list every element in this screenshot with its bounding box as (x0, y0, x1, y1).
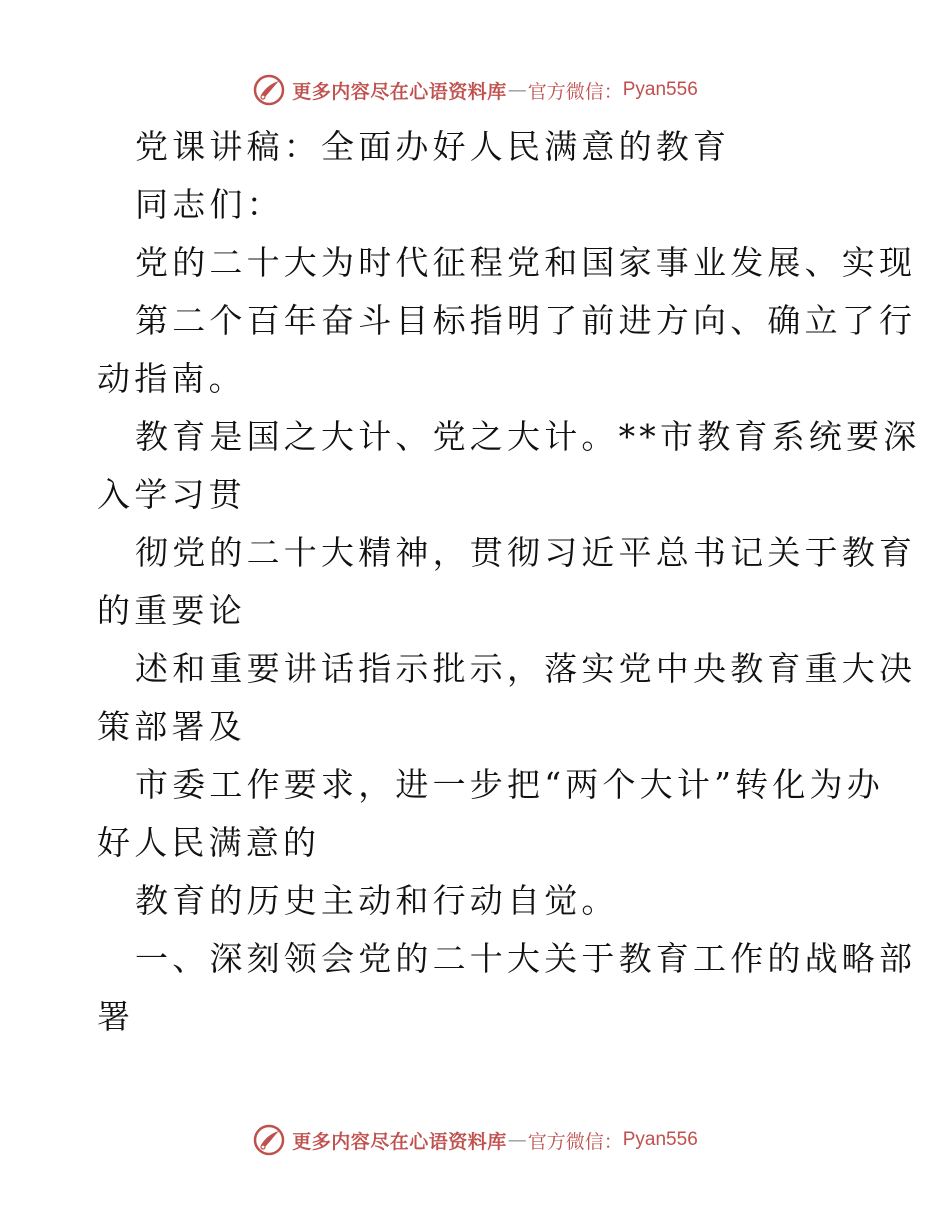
text-line: 入学习贯 (97, 475, 246, 514)
watermark-dash: — (507, 79, 527, 101)
ink-pen-logo-icon (252, 1123, 286, 1157)
text-line: 第二个百年奋斗目标指明了前进方向、确立了行 (135, 301, 917, 340)
text-line: 好人民满意的 (97, 823, 321, 862)
watermark-wechat-id: Pyan556 (622, 1129, 698, 1150)
document-body (97, 118, 921, 1046)
text-line: 策部署及 (97, 707, 246, 746)
salutation: 同志们： (135, 185, 284, 224)
header-watermark (0, 70, 950, 110)
text-line: 党的二十大为时代征程党和国家事业发展、实现 (135, 243, 917, 282)
ink-pen-logo-icon (252, 73, 286, 107)
watermark-dash: — (507, 1129, 527, 1151)
footer-watermark (0, 1120, 950, 1160)
text-line: 教育的历史主动和行动自觉。 (135, 881, 619, 920)
watermark-brand: 更多内容尽在心语资料库 (292, 1130, 507, 1153)
text-line: 述和重要讲话指示批示，落实党中央教育重大决 (135, 649, 917, 688)
text-line: 教育是国之大计、党之大计。**市教育系统要深 (135, 417, 921, 456)
section-heading-continued: 署 (97, 997, 135, 1036)
watermark-wechat-label: 官方微信： (527, 1130, 623, 1153)
section-heading: 一、深刻领会党的二十大关于教育工作的战略部 (135, 939, 917, 978)
document-title: 党课讲稿：全面办好人民满意的教育 (135, 127, 731, 166)
text-line: 的重要论 (97, 591, 246, 630)
watermark-wechat-id: Pyan556 (622, 79, 698, 100)
watermark-brand: 更多内容尽在心语资料库 (292, 80, 507, 103)
text-line: 市委工作要求，进一步把“两个大计”转化为办 (135, 765, 884, 804)
text-line: 彻党的二十大精神，贯彻习近平总书记关于教育 (135, 533, 917, 572)
text-line: 动指南。 (97, 359, 246, 398)
watermark-wechat-label: 官方微信： (527, 80, 623, 103)
